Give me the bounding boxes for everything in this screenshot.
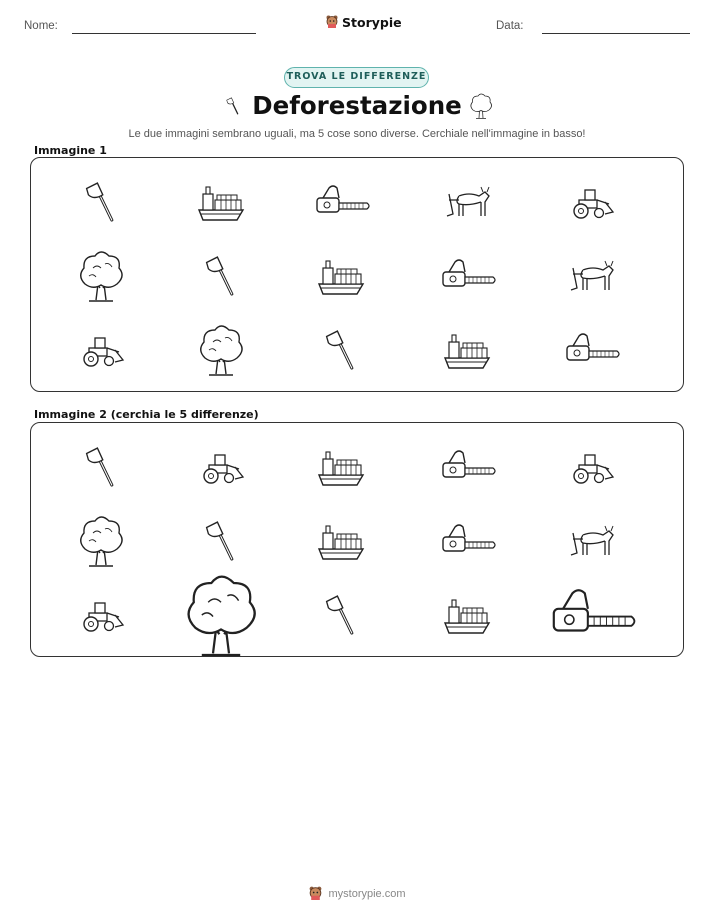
date-label: Data: bbox=[496, 20, 524, 32]
footer bbox=[0, 885, 714, 903]
image1-chainsaw-icon bbox=[561, 323, 621, 377]
image2-axe-icon[interactable] bbox=[311, 588, 371, 642]
image1-ship-icon bbox=[191, 175, 251, 229]
image1-chainsaw-icon bbox=[311, 175, 371, 229]
tree-icon bbox=[466, 91, 496, 121]
brand-name: Storypie bbox=[342, 15, 402, 30]
image2-tree-icon[interactable] bbox=[71, 514, 131, 568]
image1-ship-icon bbox=[437, 323, 497, 377]
image1-ox-plow-icon bbox=[437, 175, 497, 229]
image1-axe-icon bbox=[71, 175, 131, 229]
image2-tractor-icon[interactable] bbox=[191, 440, 251, 494]
date-field[interactable] bbox=[542, 33, 690, 34]
image2-chainsaw-icon[interactable] bbox=[561, 588, 621, 642]
image1-tree-icon bbox=[191, 323, 251, 377]
image1-axe-icon bbox=[191, 249, 251, 303]
image2-axe-icon[interactable] bbox=[71, 440, 131, 494]
image1-tractor-icon bbox=[71, 323, 131, 377]
storypie-mascot-icon bbox=[308, 885, 323, 903]
storypie-mascot-icon bbox=[325, 14, 339, 31]
image2-axe-icon[interactable] bbox=[191, 514, 251, 568]
image1-ox-plow-icon bbox=[561, 249, 621, 303]
name-field[interactable] bbox=[72, 33, 256, 34]
image2-tractor-icon[interactable] bbox=[561, 440, 621, 494]
image2-label: Immagine 2 (cerchia le 5 differenze) bbox=[34, 408, 259, 421]
image2-ship-icon[interactable] bbox=[437, 588, 497, 642]
page-title: Deforestazione bbox=[252, 91, 462, 120]
image1-label: Immagine 1 bbox=[34, 144, 107, 157]
name-label: Nome: bbox=[24, 20, 58, 32]
image2-chainsaw-icon[interactable] bbox=[437, 440, 497, 494]
image2-panel[interactable] bbox=[30, 422, 684, 657]
instructions: Le due immagini sembrano uguali, ma 5 cose sono diverse. Cerchiale nell'immagine in basso! bbox=[128, 128, 586, 140]
footer-url: mystorypie.com bbox=[328, 888, 406, 900]
image1-chainsaw-icon bbox=[437, 249, 497, 303]
image2-tree-icon[interactable] bbox=[191, 588, 251, 642]
image1-tree-icon bbox=[71, 249, 131, 303]
image1-ship-icon bbox=[311, 249, 371, 303]
image2-ship-icon[interactable] bbox=[311, 440, 371, 494]
activity-badge: TROVA LE DIFFERENZE bbox=[284, 67, 429, 88]
image2-ox-plow-icon[interactable] bbox=[561, 514, 621, 568]
image1-axe-icon bbox=[311, 323, 371, 377]
image2-tractor-icon[interactable] bbox=[71, 588, 131, 642]
image1-panel bbox=[30, 157, 684, 392]
image1-tractor-icon bbox=[561, 175, 621, 229]
image2-ship-icon[interactable] bbox=[311, 514, 371, 568]
image2-chainsaw-icon[interactable] bbox=[437, 514, 497, 568]
brand-logo bbox=[325, 14, 402, 31]
